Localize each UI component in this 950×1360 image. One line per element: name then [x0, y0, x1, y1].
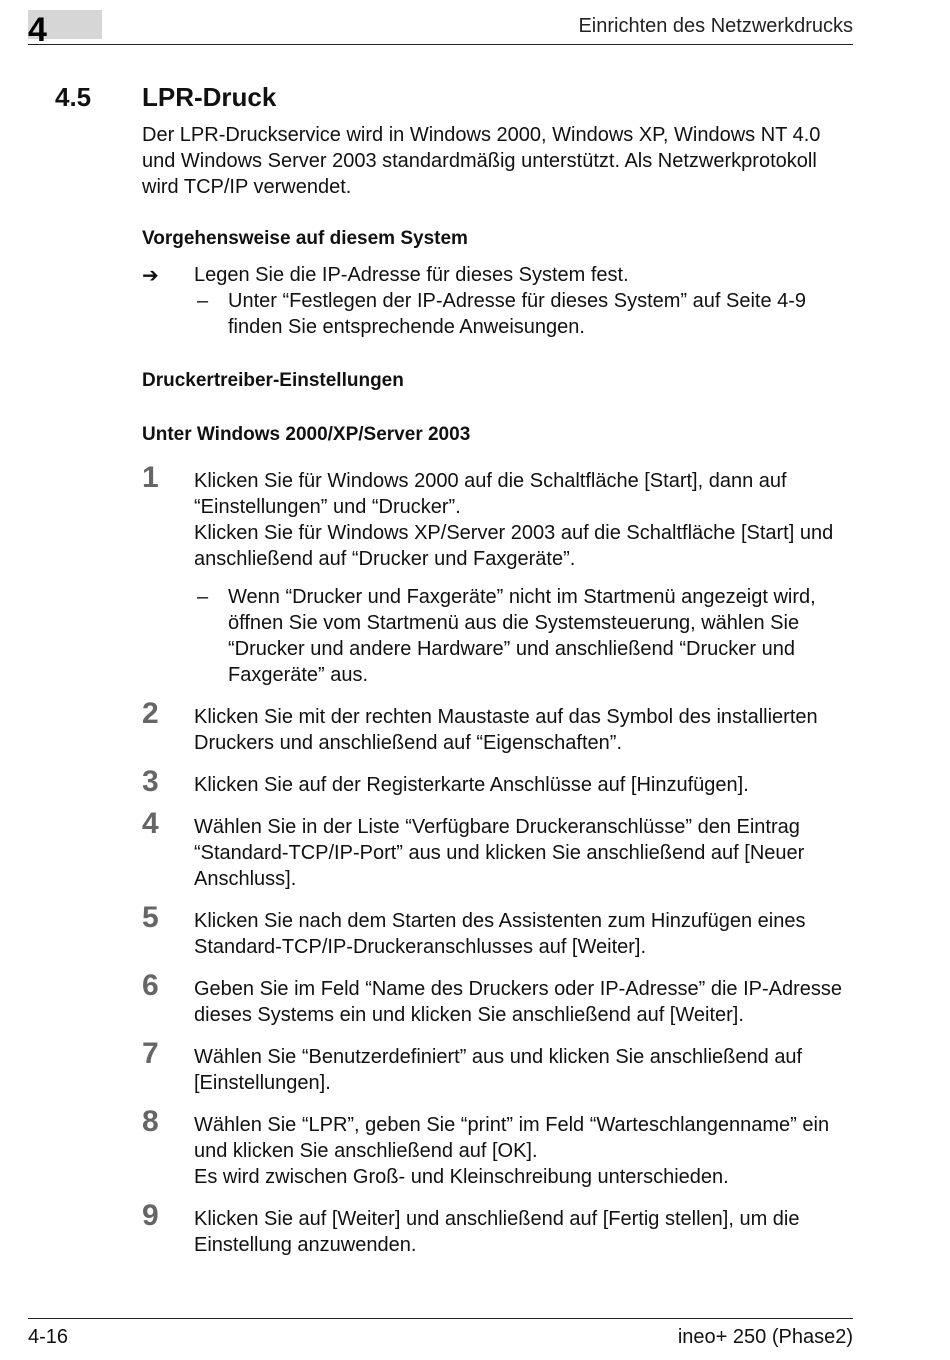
step-number: 4: [142, 807, 159, 840]
windows-subheading: Unter Windows 2000/XP/Server 2003: [142, 424, 471, 445]
step-text: Klicken Sie für Windows XP/Server 2003 auf die Schaltfläche [Start] und anschließend auf “Drucker und Faxgeräte”.: [194, 522, 834, 570]
step-number: 8: [142, 1105, 159, 1138]
dash-bullet: –: [197, 290, 209, 312]
footer-divider: [28, 1318, 853, 1319]
step-item: [142, 1199, 857, 1258]
step-text: Klicken Sie nach dem Starten des Assistenten zum Hinzufügen eines Standard-TCP/IP-Druckeranschlusses auf [Weiter].: [194, 910, 806, 958]
header-title: Einrichten des Netzwerkdrucks: [578, 15, 853, 37]
procedure-arrow-item: [142, 262, 857, 288]
step-number: 1: [142, 461, 159, 494]
step-text: Klicken Sie auf [Weiter] und anschließend auf [Fertig stellen], um die Einstellung anzuwenden.: [194, 1208, 800, 1256]
step-item: [142, 1037, 857, 1096]
step-text: Wählen Sie “LPR”, geben Sie “print” im Feld “Warteschlangenname” ein und klicken Sie anschließend auf [OK].: [194, 1114, 830, 1162]
step-text: Es wird zwischen Groß- und Kleinschreibung unterschieden.: [194, 1166, 729, 1188]
step-number: 9: [142, 1199, 159, 1232]
arrow-right-icon: ➔: [142, 263, 159, 287]
header-divider: [28, 44, 853, 45]
section-number: 4.5: [55, 82, 92, 112]
product-name: ineo+ 250 (Phase2): [677, 1326, 853, 1348]
step-item: [142, 969, 857, 1028]
step-text: Klicken Sie für Windows 2000 auf die Schaltfläche [Start], dann auf “Einstellungen” und “Drucker”.: [194, 470, 787, 518]
step-text: Geben Sie im Feld “Name des Druckers oder IP-Adresse” die IP-Adresse dieses Systems ein und klicken Sie anschließend auf [Weiter].: [194, 978, 843, 1026]
step-text: Klicken Sie mit der rechten Maustaste auf das Symbol des installierten Druckers und anschließend auf “Eigenschaften”.: [194, 706, 818, 754]
step-text: Wählen Sie “Benutzerdefiniert” aus und klicken Sie anschließend auf [Einstellungen].: [194, 1046, 803, 1094]
step-item: [142, 1105, 857, 1190]
step-number: 3: [142, 765, 159, 798]
step-item: [142, 901, 857, 960]
chapter-number: 4: [28, 11, 47, 49]
step-note-text: Wenn “Drucker und Faxgeräte” nicht im Startmenü angezeigt wird, öffnen Sie vom Startmenü aus die Systemsteuerung, wählen Sie “Drucker und andere Hardware” und anschließend “Drucker und Faxgeräte” aus.: [228, 586, 816, 686]
procedure-dash-text: Unter “Festlegen der IP-Adresse für dieses System” auf Seite 4-9 finden Sie entsprechende Anweisungen.: [228, 290, 807, 338]
step-number: 6: [142, 969, 159, 1002]
procedure-dash-item: [142, 288, 857, 340]
section-title: LPR-Druck: [142, 82, 277, 112]
procedure-arrow-text: Legen Sie die IP-Adresse für dieses System fest.: [194, 264, 629, 286]
step-item: [142, 697, 857, 756]
step-list: [142, 461, 857, 1258]
intro-paragraph: Der LPR-Druckservice wird in Windows 2000, Windows XP, Windows NT 4.0 und Windows Server 2003 standardmäßig unterstützt. Als Netzwerkprotokoll wird TCP/IP verwendet.: [142, 124, 821, 198]
page-content: [142, 122, 857, 1258]
page-number: 4-16: [28, 1326, 69, 1348]
dash-bullet: –: [197, 586, 209, 608]
step-text: Klicken Sie auf der Registerkarte Anschlüsse auf [Hinzufügen].: [194, 774, 749, 796]
step-note: [194, 584, 857, 688]
step-number: 2: [142, 697, 159, 730]
step-item: [142, 461, 857, 688]
driver-settings-heading: Druckertreiber-Einstellungen: [142, 370, 404, 391]
step-item: [142, 765, 857, 798]
step-number: 7: [142, 1037, 159, 1070]
step-item: [142, 807, 857, 892]
step-number: 5: [142, 901, 159, 934]
procedure-heading: Vorgehensweise auf diesem System: [142, 228, 468, 249]
step-text: Wählen Sie in der Liste “Verfügbare Druckeranschlüsse” den Eintrag “Standard-TCP/IP-Port” aus und klicken Sie anschließend auf [Neuer Anschluss].: [194, 816, 805, 890]
